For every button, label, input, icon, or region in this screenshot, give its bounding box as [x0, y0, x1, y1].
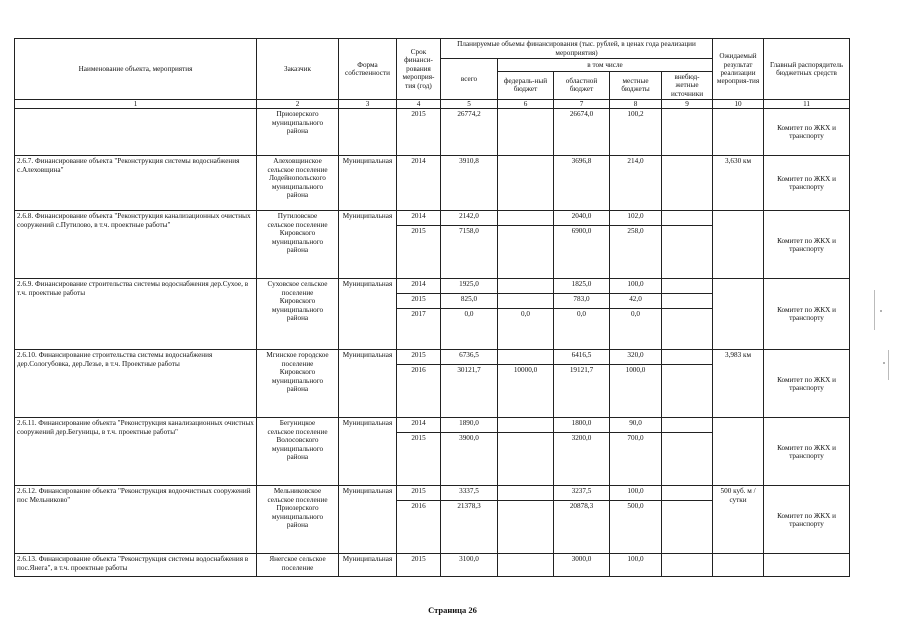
federal-cell: [498, 109, 554, 156]
customer-line: поселение: [281, 288, 314, 297]
customer-line: сельское поселение: [267, 427, 328, 436]
header-row: [15, 39, 850, 59]
customer-line: муниципального: [271, 118, 324, 127]
object-name: 2.6.8. Финансирование объекта "Реконструкция канализационных очистных сооружений с.Путилово, в т.ч. проектные работы": [15, 211, 257, 279]
ownership: Муниципальная: [339, 486, 397, 554]
local-cell: 100,0: [610, 486, 662, 501]
column-number: 2: [257, 100, 339, 109]
object-name: 2.6.11. Финансирование объекта "Реконструкция канализационных очистных сооружений дер.Бегуницы, в т.ч. проектные работы": [15, 418, 257, 486]
total-cell: 6736,5: [441, 350, 498, 365]
local-cell: 500,0: [610, 501, 662, 554]
table-row: [15, 279, 850, 294]
customer-line: района: [286, 521, 309, 530]
other-cell: [662, 156, 713, 211]
column-number: 6: [498, 100, 554, 109]
customer-line: района: [286, 127, 309, 136]
other-cell: [662, 294, 713, 309]
year-cell: 2014: [397, 418, 441, 433]
local-cell: 90,0: [610, 418, 662, 433]
header-including: в том числе: [498, 59, 713, 72]
header-manager: Главный распорядитель бюджетных средств: [764, 39, 850, 100]
local-cell: 102,0: [610, 211, 662, 226]
customer-line: муниципального: [271, 305, 324, 314]
federal-cell: [498, 433, 554, 486]
year-cell: 2015: [397, 226, 441, 279]
customer: [257, 418, 339, 486]
local-cell: 100,2: [610, 109, 662, 156]
scan-artifact: [883, 362, 885, 364]
regional-cell: 2040,0: [554, 211, 610, 226]
customer-line: Янегское сельское: [269, 555, 326, 564]
column-number: 5: [441, 100, 498, 109]
ownership: Муниципальная: [339, 350, 397, 418]
total-cell: 1890,0: [441, 418, 498, 433]
other-cell: [662, 279, 713, 294]
expected-result: [713, 279, 764, 350]
federal-cell: 10000,0: [498, 365, 554, 418]
customer-line: муниципального: [271, 444, 324, 453]
table-row: [15, 211, 850, 226]
federal-cell: [498, 350, 554, 365]
customer-line: Кировского: [279, 297, 316, 306]
column-number: 11: [764, 100, 850, 109]
header-other: внебюд-жетные источники: [662, 71, 713, 99]
ownership: Муниципальная: [339, 554, 397, 577]
total-cell: 3910,8: [441, 156, 498, 211]
federal-cell: [498, 279, 554, 294]
local-cell: 100,0: [610, 554, 662, 577]
regional-cell: 3200,0: [554, 433, 610, 486]
customer-line: Бегуницкое: [279, 419, 316, 428]
other-cell: [662, 350, 713, 365]
customer: [257, 486, 339, 554]
federal-cell: [498, 486, 554, 501]
budget-manager: Комитет по ЖКХ и транспорту: [764, 211, 850, 279]
customer: [257, 350, 339, 418]
customer-line: района: [286, 191, 309, 200]
column-number: 4: [397, 100, 441, 109]
header-term: Срок финанси-рования мероприя-тия (год): [397, 39, 441, 100]
customer-line: сельское поселение: [267, 220, 328, 229]
total-cell: 26774,2: [441, 109, 498, 156]
expected-result: [713, 109, 764, 156]
other-cell: [662, 109, 713, 156]
budget-manager: Комитет по ЖКХ и транспорту: [764, 109, 850, 156]
header-result: Ожидаемый результат реализации мероприя-тия: [713, 39, 764, 100]
column-numbers-row: [15, 100, 850, 109]
table-row: [15, 109, 850, 156]
federal-cell: [498, 501, 554, 554]
header-customer: Заказчик: [257, 39, 339, 100]
regional-cell: 20878,3: [554, 501, 610, 554]
regional-cell: 1825,0: [554, 279, 610, 294]
object-name: 2.6.12. Финансирование объекта "Реконструкция водоочистных сооружений пос Мельниково": [15, 486, 257, 554]
year-cell: 2016: [397, 501, 441, 554]
object-name: [15, 109, 257, 156]
local-cell: 258,0: [610, 226, 662, 279]
local-cell: 100,0: [610, 279, 662, 294]
federal-cell: [498, 226, 554, 279]
year-cell: 2015: [397, 554, 441, 577]
customer-line: сельское поселение: [267, 495, 328, 504]
financing-table: [14, 38, 850, 577]
customer-line: Кировского: [279, 229, 316, 238]
regional-cell: 3696,8: [554, 156, 610, 211]
object-name: 2.6.13. Финансирование объекта "Реконструкция системы водоснабжения в пос.Янега", в т.ч. проектные работы: [15, 554, 257, 577]
regional-cell: 26674,0: [554, 109, 610, 156]
ownership: Муниципальная: [339, 156, 397, 211]
year-cell: 2015: [397, 350, 441, 365]
other-cell: [662, 486, 713, 501]
customer-line: поселение: [281, 563, 314, 572]
customer-line: Путиловское: [277, 212, 318, 221]
total-cell: 30121,7: [441, 365, 498, 418]
column-number: 1: [15, 100, 257, 109]
customer-line: муниципального: [271, 512, 324, 521]
regional-cell: 19121,7: [554, 365, 610, 418]
year-cell: 2014: [397, 279, 441, 294]
local-cell: 320,0: [610, 350, 662, 365]
year-cell: 2016: [397, 365, 441, 418]
other-cell: [662, 309, 713, 350]
total-cell: 21378,3: [441, 501, 498, 554]
other-cell: [662, 418, 713, 433]
table-row: [15, 486, 850, 501]
regional-cell: 6416,5: [554, 350, 610, 365]
federal-cell: 0,0: [498, 309, 554, 350]
column-number: 8: [610, 100, 662, 109]
table-row: [15, 418, 850, 433]
customer-line: района: [286, 246, 309, 255]
customer-line: Приозерского: [276, 110, 319, 119]
total-cell: 0,0: [441, 309, 498, 350]
expected-result: [713, 211, 764, 279]
year-cell: 2015: [397, 109, 441, 156]
local-cell: 700,0: [610, 433, 662, 486]
header-total: всего: [441, 59, 498, 100]
year-cell: 2014: [397, 211, 441, 226]
table-row: [15, 156, 850, 211]
other-cell: [662, 211, 713, 226]
other-cell: [662, 226, 713, 279]
expected-result: 500 куб. м /сутки: [713, 486, 764, 554]
customer-line: района: [286, 453, 309, 462]
scan-artifact: [874, 290, 875, 330]
customer-line: Кировского: [279, 368, 316, 377]
federal-cell: [498, 156, 554, 211]
budget-manager: Комитет по ЖКХ и транспорту: [764, 350, 850, 418]
year-cell: 2015: [397, 486, 441, 501]
expected-result: [713, 554, 764, 577]
header-name: Наименование объекта, мероприятия: [15, 39, 257, 100]
expected-result: 3,630 км: [713, 156, 764, 211]
other-cell: [662, 501, 713, 554]
header-funding: Планируемые объемы финансирования (тыс. рублей, в ценах года реализации мероприятия): [441, 39, 713, 59]
local-cell: 214,0: [610, 156, 662, 211]
scan-artifact: [888, 350, 889, 380]
column-number: 3: [339, 100, 397, 109]
total-cell: 1925,0: [441, 279, 498, 294]
customer-line: сельское поселение: [267, 165, 328, 174]
expected-result: 3,983 км: [713, 350, 764, 418]
total-cell: 3337,5: [441, 486, 498, 501]
scan-artifact: [880, 310, 882, 312]
total-cell: 2142,0: [441, 211, 498, 226]
customer-line: Волосовского: [276, 436, 319, 445]
ownership: [339, 109, 397, 156]
total-cell: 3900,0: [441, 433, 498, 486]
budget-manager: [764, 554, 850, 577]
customer-line: района: [286, 385, 309, 394]
customer: [257, 279, 339, 350]
total-cell: 3100,0: [441, 554, 498, 577]
customer: [257, 211, 339, 279]
local-cell: 1000,0: [610, 365, 662, 418]
local-cell: 42,0: [610, 294, 662, 309]
customer-line: Мгинское городское: [266, 351, 329, 360]
ownership: Муниципальная: [339, 211, 397, 279]
regional-cell: 783,0: [554, 294, 610, 309]
header-regional: областной бюджет: [554, 71, 610, 99]
customer-line: муниципального: [271, 182, 324, 191]
budget-manager: Комитет по ЖКХ и транспорту: [764, 156, 850, 211]
object-name: 2.6.9. Финансирование строительства системы водоснабжения дер.Сухое, в т.ч. проектные работы: [15, 279, 257, 350]
customer: [257, 554, 339, 577]
customer-line: Суховское сельское: [267, 280, 328, 289]
other-cell: [662, 365, 713, 418]
customer: [257, 156, 339, 211]
federal-cell: [498, 418, 554, 433]
page-number: Страница 26: [428, 605, 477, 615]
ownership: Муниципальная: [339, 418, 397, 486]
other-cell: [662, 433, 713, 486]
customer-line: Мельниковское: [273, 487, 322, 496]
local-cell: 0,0: [610, 309, 662, 350]
customer-line: муниципального: [271, 376, 324, 385]
federal-cell: [498, 211, 554, 226]
table-row: [15, 554, 850, 577]
regional-cell: 1800,0: [554, 418, 610, 433]
ownership: Муниципальная: [339, 279, 397, 350]
header-federal: федераль-ный бюджет: [498, 71, 554, 99]
customer-line: Лодейнопольского: [269, 174, 326, 183]
header-local: местные бюджеты: [610, 71, 662, 99]
year-cell: 2015: [397, 294, 441, 309]
column-number: 9: [662, 100, 713, 109]
customer-line: поселение: [281, 359, 314, 368]
budget-manager: Комитет по ЖКХ и транспорту: [764, 279, 850, 350]
column-number: 7: [554, 100, 610, 109]
customer: [257, 109, 339, 156]
other-cell: [662, 554, 713, 577]
header-ownership: Форма собственности: [339, 39, 397, 100]
object-name: 2.6.10. Финансирование строительства системы водоснабжения дер.Сологубовка, дер.Лезье, в т.ч. Проектные работы: [15, 350, 257, 418]
budget-manager: Комитет по ЖКХ и транспорту: [764, 418, 850, 486]
year-cell: 2017: [397, 309, 441, 350]
customer-line: муниципального: [271, 237, 324, 246]
total-cell: 825,0: [441, 294, 498, 309]
budget-manager: Комитет по ЖКХ и транспорту: [764, 486, 850, 554]
regional-cell: 0,0: [554, 309, 610, 350]
year-cell: 2014: [397, 156, 441, 211]
total-cell: 7158,0: [441, 226, 498, 279]
customer-line: Алеховщинское: [273, 157, 322, 166]
column-number: 10: [713, 100, 764, 109]
customer-line: района: [286, 314, 309, 323]
federal-cell: [498, 554, 554, 577]
expected-result: [713, 418, 764, 486]
table-row: [15, 350, 850, 365]
customer-line: Приозерского: [276, 504, 319, 513]
federal-cell: [498, 294, 554, 309]
year-cell: 2015: [397, 433, 441, 486]
object-name: 2.6.7. Финансирование объекта "Реконструкция системы водоснабжения с.Алеховщина": [15, 156, 257, 211]
regional-cell: 3000,0: [554, 554, 610, 577]
regional-cell: 3237,5: [554, 486, 610, 501]
regional-cell: 6900,0: [554, 226, 610, 279]
